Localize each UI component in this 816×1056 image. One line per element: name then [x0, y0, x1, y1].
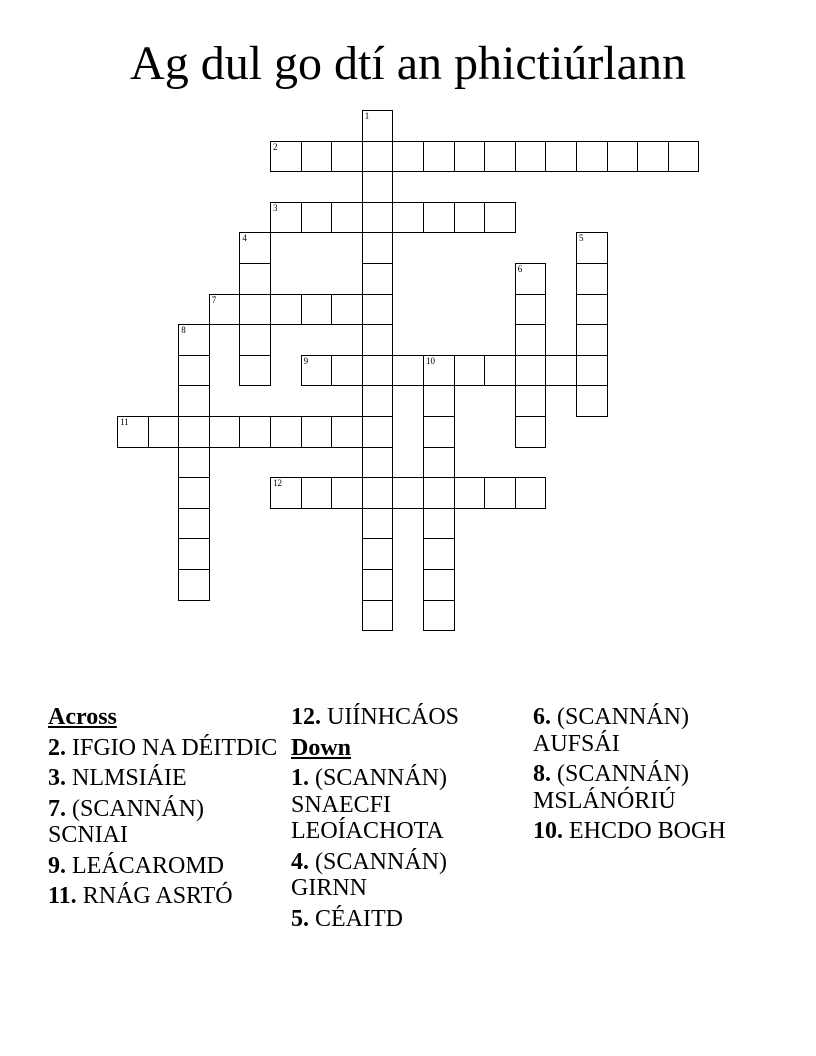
- grid-cell[interactable]: [362, 477, 394, 509]
- grid-cell[interactable]: [515, 477, 547, 509]
- grid-cell[interactable]: [576, 294, 608, 326]
- grid-cell[interactable]: [239, 263, 271, 295]
- grid-cell[interactable]: [178, 385, 210, 417]
- grid-cell[interactable]: [423, 569, 455, 601]
- grid-cell[interactable]: [423, 385, 455, 417]
- grid-cell[interactable]: [178, 447, 210, 479]
- grid-cell[interactable]: [239, 355, 271, 387]
- grid-cell[interactable]: [515, 324, 547, 356]
- grid-cell[interactable]: [178, 355, 210, 387]
- grid-cell[interactable]: [515, 141, 547, 173]
- grid-cell[interactable]: [362, 569, 394, 601]
- grid-cell[interactable]: [270, 477, 302, 509]
- grid-cell[interactable]: [423, 416, 455, 448]
- clue-number: 8: [181, 325, 186, 336]
- grid-cell[interactable]: [239, 416, 271, 448]
- grid-cell[interactable]: [270, 294, 302, 326]
- clue-across-9: 9. LEÁCAROMD: [48, 852, 225, 879]
- grid-cell[interactable]: [637, 141, 669, 173]
- clue-across-11: 11. RNÁG ASRTÓ: [48, 883, 233, 909]
- grid-cell[interactable]: [362, 416, 394, 448]
- grid-cell[interactable]: [301, 355, 333, 387]
- grid-cell[interactable]: [545, 355, 577, 387]
- clue-down-4: 4. (SCANNÁN) GIRNN: [291, 848, 447, 901]
- clue-down-6: 6. (SCANNÁN) AUFSÁI: [533, 704, 689, 757]
- clues-column-3: [533, 704, 768, 849]
- grid-cell[interactable]: [454, 202, 486, 234]
- grid-cell[interactable]: [423, 477, 455, 509]
- clue-down-1: 1. (SCANNÁN) SNAECFI LEOÍACHOTA: [291, 765, 447, 844]
- grid-cell[interactable]: [423, 538, 455, 570]
- grid-cell[interactable]: [362, 294, 394, 326]
- grid-cell[interactable]: [362, 324, 394, 356]
- clue-number: 11: [120, 417, 129, 427]
- grid-cell[interactable]: [301, 141, 333, 173]
- clue-number: 2: [273, 141, 278, 152]
- grid-cell[interactable]: [515, 355, 547, 387]
- grid-cell[interactable]: [515, 416, 547, 448]
- grid-cell[interactable]: [362, 263, 394, 295]
- clue-across-7: 7. (SCANNÁN) SCNIAI: [48, 795, 204, 848]
- grid-cell[interactable]: [239, 232, 271, 264]
- clue-down-10: 10. EHCDO BOGH: [533, 818, 726, 844]
- clue-across-3: 3. NLMSIÁIE: [48, 765, 187, 791]
- grid-cell[interactable]: [178, 324, 210, 356]
- grid-cell[interactable]: [362, 110, 394, 142]
- grid-cell[interactable]: [484, 477, 516, 509]
- grid-cell[interactable]: [331, 477, 363, 509]
- grid-cell[interactable]: [301, 416, 333, 448]
- clue-number: 5: [579, 233, 584, 244]
- grid-cell[interactable]: [484, 355, 516, 387]
- grid-cell[interactable]: [178, 569, 210, 601]
- down-heading: Down: [291, 734, 352, 761]
- grid-cell[interactable]: [576, 324, 608, 356]
- grid-cell[interactable]: [392, 141, 424, 173]
- grid-cell[interactable]: [362, 508, 394, 540]
- grid-cell[interactable]: [576, 355, 608, 387]
- grid-cell[interactable]: [423, 508, 455, 540]
- grid-cell[interactable]: [423, 600, 455, 632]
- clues-column-2: [291, 704, 526, 936]
- clue-across-12: 12. UIÍNHCÁOS: [291, 704, 459, 730]
- grid-cell[interactable]: [515, 294, 547, 326]
- grid-cell[interactable]: [209, 416, 241, 448]
- grid-cell[interactable]: [362, 202, 394, 234]
- grid-cell[interactable]: [392, 355, 424, 387]
- grid-cell[interactable]: [423, 141, 455, 173]
- grid-cell[interactable]: [607, 141, 639, 173]
- grid-cell[interactable]: [178, 416, 210, 448]
- grid-cell[interactable]: [576, 263, 608, 295]
- grid-cell[interactable]: [209, 294, 241, 326]
- clue-number: 9: [303, 355, 309, 366]
- grid-cell[interactable]: [454, 477, 486, 509]
- grid-cell[interactable]: [270, 141, 302, 173]
- grid-cell[interactable]: [454, 141, 486, 173]
- grid-cell[interactable]: [239, 324, 271, 356]
- grid-cell[interactable]: [362, 447, 394, 479]
- grid-cell[interactable]: [515, 385, 547, 417]
- clue-across-2: 2. IFGIO NA DÉITDIC: [48, 734, 278, 761]
- clue-down-8: 8. (SCANNÁN) MSLÁNÓRIÚ: [533, 761, 689, 814]
- grid-cell[interactable]: [362, 232, 394, 264]
- grid-cell[interactable]: [392, 202, 424, 234]
- grid-cell[interactable]: [301, 477, 333, 509]
- grid-cell[interactable]: [362, 600, 394, 632]
- grid-cell[interactable]: [301, 202, 333, 234]
- puzzle-title: Ag dul go dtí an phictiúrlann: [130, 37, 686, 90]
- clue-number: 4: [242, 233, 247, 244]
- grid-cell[interactable]: [362, 355, 394, 387]
- grid-cell[interactable]: [331, 355, 363, 387]
- grid-cell[interactable]: [270, 416, 302, 448]
- grid-cell[interactable]: [423, 355, 455, 387]
- grid-cell[interactable]: [117, 416, 149, 448]
- grid-cell[interactable]: [331, 202, 363, 234]
- grid-cell[interactable]: [178, 477, 210, 509]
- grid-cell[interactable]: [178, 538, 210, 570]
- grid-cell[interactable]: [148, 416, 180, 448]
- grid-cell[interactable]: [423, 447, 455, 479]
- grid-cell[interactable]: [392, 477, 424, 509]
- grid-cell[interactable]: [270, 202, 302, 234]
- grid-cell[interactable]: [576, 141, 608, 173]
- grid-cell[interactable]: [301, 294, 333, 326]
- grid-cell[interactable]: [362, 171, 394, 203]
- grid-cell[interactable]: [362, 385, 394, 417]
- across-heading: Across: [48, 704, 117, 730]
- clue-number: 7: [211, 294, 217, 305]
- grid-cell[interactable]: [668, 141, 700, 173]
- clue-number: 3: [273, 202, 278, 213]
- grid-cell[interactable]: [515, 263, 547, 295]
- grid-cell[interactable]: [545, 141, 577, 173]
- grid-cell[interactable]: [423, 202, 455, 234]
- clue-number: 12: [273, 478, 282, 489]
- grid-cell[interactable]: [331, 294, 363, 326]
- grid-cell[interactable]: [576, 385, 608, 417]
- clue-number: 10: [426, 355, 435, 366]
- grid-cell[interactable]: [454, 355, 486, 387]
- grid-cell[interactable]: [484, 141, 516, 173]
- grid-cell[interactable]: [239, 294, 271, 326]
- clue-down-5: 5. CÉAITD: [291, 905, 403, 932]
- grid-cell[interactable]: [178, 508, 210, 540]
- grid-cell[interactable]: [331, 416, 363, 448]
- clues-column-1: [48, 704, 283, 914]
- grid-cell[interactable]: [362, 538, 394, 570]
- grid-cell[interactable]: [576, 232, 608, 264]
- grid-cell[interactable]: [484, 202, 516, 234]
- clue-number: 1: [364, 111, 370, 121]
- clue-number: 6: [517, 264, 523, 274]
- grid-cell[interactable]: [331, 141, 363, 173]
- grid-cell[interactable]: [362, 141, 394, 173]
